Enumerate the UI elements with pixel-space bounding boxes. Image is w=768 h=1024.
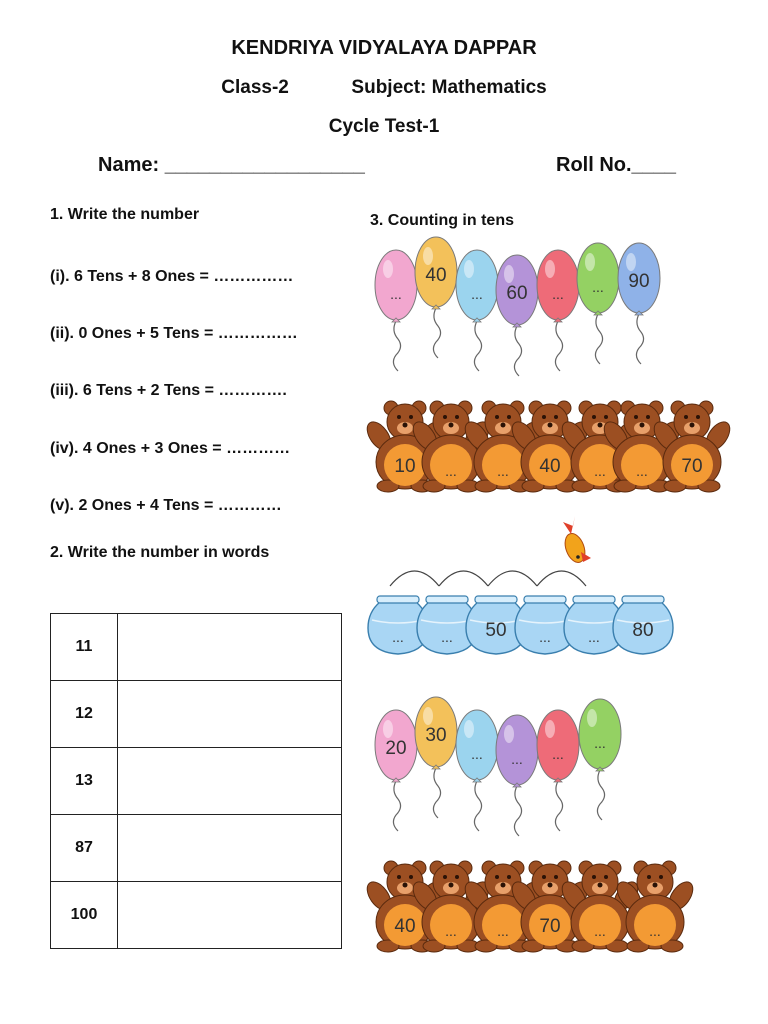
balloon-highlight	[545, 720, 555, 738]
jar-rim	[475, 596, 517, 603]
balloon-label: 90	[628, 271, 650, 292]
roll-no-field: Roll No.____	[556, 154, 677, 176]
balloon-highlight	[585, 253, 595, 271]
bear-nose	[598, 423, 603, 428]
jump-arc	[537, 571, 586, 586]
bear-eye	[443, 415, 447, 419]
bear-nose	[640, 423, 645, 428]
balloon	[579, 699, 621, 820]
bear-eye	[495, 875, 499, 879]
bear-eye	[495, 415, 499, 419]
bear-eye	[455, 875, 459, 879]
balloon-shape	[456, 250, 498, 320]
jar-rim	[426, 596, 468, 603]
class-label: Class-2	[221, 77, 289, 98]
question-1-item: (iv). 4 Ones + 3 Ones = …………	[50, 440, 291, 457]
jump-arc	[390, 571, 439, 586]
bear-eye	[507, 875, 511, 879]
bear-label: 10	[394, 456, 416, 477]
question-1-title: 1. Write the number	[50, 206, 200, 223]
balloon-highlight	[504, 725, 514, 743]
bear-label: ...	[636, 463, 648, 479]
balloon	[415, 697, 457, 818]
balloon-highlight	[626, 253, 636, 271]
balloon-string	[514, 326, 521, 376]
balloon-shape	[375, 250, 417, 320]
bear-nose	[548, 883, 553, 888]
jar-label: ...	[588, 629, 600, 645]
bear-label: 70	[681, 456, 703, 477]
question-2-title: 2. Write the number in words	[50, 544, 270, 561]
balloon-label: 40	[425, 265, 447, 286]
bear-eye	[647, 875, 651, 879]
question-1-item: (v). 2 Ones + 4 Tens = …………	[50, 497, 282, 514]
test-title: Cycle Test-1	[328, 116, 440, 137]
bear-eye	[684, 415, 688, 419]
balloon-label: ...	[390, 286, 402, 302]
bear-eye	[592, 415, 596, 419]
bear-label: 70	[539, 916, 561, 937]
bear-eye	[542, 415, 546, 419]
balloon-shape	[537, 710, 579, 780]
balloon-string	[433, 308, 440, 358]
jar-rim	[377, 596, 419, 603]
jar-label: 80	[632, 620, 654, 641]
balloon	[375, 710, 417, 831]
balloon	[375, 250, 417, 371]
balloon	[456, 710, 498, 831]
fish-jar	[613, 596, 673, 654]
bear-eye	[659, 875, 663, 879]
balloon	[618, 243, 660, 364]
balloon-label: ...	[592, 279, 604, 295]
bear-nose	[449, 883, 454, 888]
balloon-string	[393, 321, 400, 371]
bear-nose	[598, 883, 603, 888]
balloon-label: ...	[511, 751, 523, 767]
balloon-shape	[579, 699, 621, 769]
balloon-label: 60	[506, 283, 528, 304]
balloon-highlight	[423, 247, 433, 265]
balloon	[496, 255, 538, 376]
balloon-shape	[537, 250, 579, 320]
balloon-highlight	[504, 265, 514, 283]
jar-rim	[573, 596, 615, 603]
bear-eye	[409, 875, 413, 879]
balloon-string	[595, 314, 602, 364]
bear-label: 40	[539, 456, 561, 477]
question-1-item: (iii). 6 Tens + 2 Tens = ………….	[50, 382, 287, 399]
balloon-label: ...	[552, 746, 564, 762]
balloon-label: ...	[552, 286, 564, 302]
bear-eye	[646, 415, 650, 419]
bear-eye	[554, 415, 558, 419]
jar-label: 50	[485, 620, 507, 641]
bear-nose	[690, 423, 695, 428]
balloon-string	[597, 770, 604, 820]
bear-nose	[403, 423, 408, 428]
number-cell: 87	[51, 815, 118, 882]
balloon-string	[474, 321, 481, 371]
balloon-string	[555, 321, 562, 371]
jar-rim	[524, 596, 566, 603]
balloon-label: ...	[471, 746, 483, 762]
bear-label: 40	[394, 916, 416, 937]
balloon	[496, 715, 538, 836]
question-1-item: (i). 6 Tens + 8 Ones = ……………	[50, 268, 294, 285]
balloon-shape	[496, 715, 538, 785]
balloon	[456, 250, 498, 371]
balloon-label: 20	[385, 738, 407, 759]
balloon	[415, 237, 457, 358]
jar-label: ...	[441, 629, 453, 645]
balloon-highlight	[383, 720, 393, 738]
question-1-item: (ii). 0 Ones + 5 Tens = ……………	[50, 325, 298, 342]
balloon-highlight	[587, 709, 597, 727]
subject-label: Subject: Mathematics	[351, 77, 547, 98]
jar-rim	[622, 596, 664, 603]
bear-label: ...	[497, 463, 509, 479]
bear-eye	[455, 415, 459, 419]
bear-eye	[397, 415, 401, 419]
bear-eye	[592, 875, 596, 879]
number-cell: 12	[51, 681, 118, 748]
balloon-label: ...	[471, 286, 483, 302]
school-title: KENDRIYA VIDYALAYA DAPPAR	[231, 37, 537, 59]
bear-eye	[554, 875, 558, 879]
bear-nose	[449, 423, 454, 428]
balloon-string	[555, 781, 562, 831]
bear-eye	[409, 415, 413, 419]
question-3-title: 3. Counting in tens	[370, 212, 514, 229]
balloon-label: 30	[425, 725, 447, 746]
balloon-highlight	[383, 260, 393, 278]
bear-eye	[542, 875, 546, 879]
bear-nose	[501, 883, 506, 888]
bear-eye	[443, 875, 447, 879]
number-cell: 13	[51, 748, 118, 815]
number-cell: 11	[51, 614, 118, 681]
balloon	[537, 710, 579, 831]
balloon-label: ...	[594, 735, 606, 751]
number-cell: 100	[51, 882, 118, 949]
fish-tail	[563, 516, 575, 534]
bear-label: ...	[594, 923, 606, 939]
balloon-highlight	[464, 720, 474, 738]
bear-eye	[696, 415, 700, 419]
jump-arcs	[390, 571, 586, 586]
fish	[561, 516, 591, 565]
jump-arc	[488, 571, 537, 586]
jar-label: ...	[392, 629, 404, 645]
balloon-shape	[577, 243, 619, 313]
jar-label: ...	[539, 629, 551, 645]
balloon-string	[393, 781, 400, 831]
bear-nose	[501, 423, 506, 428]
bear-eye	[604, 875, 608, 879]
bear-label: ...	[497, 923, 509, 939]
bear-label: ...	[649, 923, 661, 939]
bear-eye	[507, 415, 511, 419]
jump-arc	[439, 571, 488, 586]
bear-nose	[653, 883, 658, 888]
bear-nose	[548, 423, 553, 428]
balloon-highlight	[545, 260, 555, 278]
bear-eye	[604, 415, 608, 419]
bear-label: ...	[445, 463, 457, 479]
balloon	[577, 243, 619, 364]
fish-eye	[576, 555, 580, 559]
balloon-string	[474, 781, 481, 831]
balloon	[537, 250, 579, 371]
bear-label: ...	[445, 923, 457, 939]
balloon-string	[636, 314, 643, 364]
bear-nose	[403, 883, 408, 888]
balloon-string	[514, 786, 521, 836]
name-field: Name: __________________	[98, 154, 365, 176]
bear-label: ...	[594, 463, 606, 479]
bear-eye	[634, 415, 638, 419]
balloon-highlight	[423, 707, 433, 725]
balloon-shape	[456, 710, 498, 780]
balloon-string	[433, 768, 440, 818]
balloon-highlight	[464, 260, 474, 278]
bear-eye	[397, 875, 401, 879]
